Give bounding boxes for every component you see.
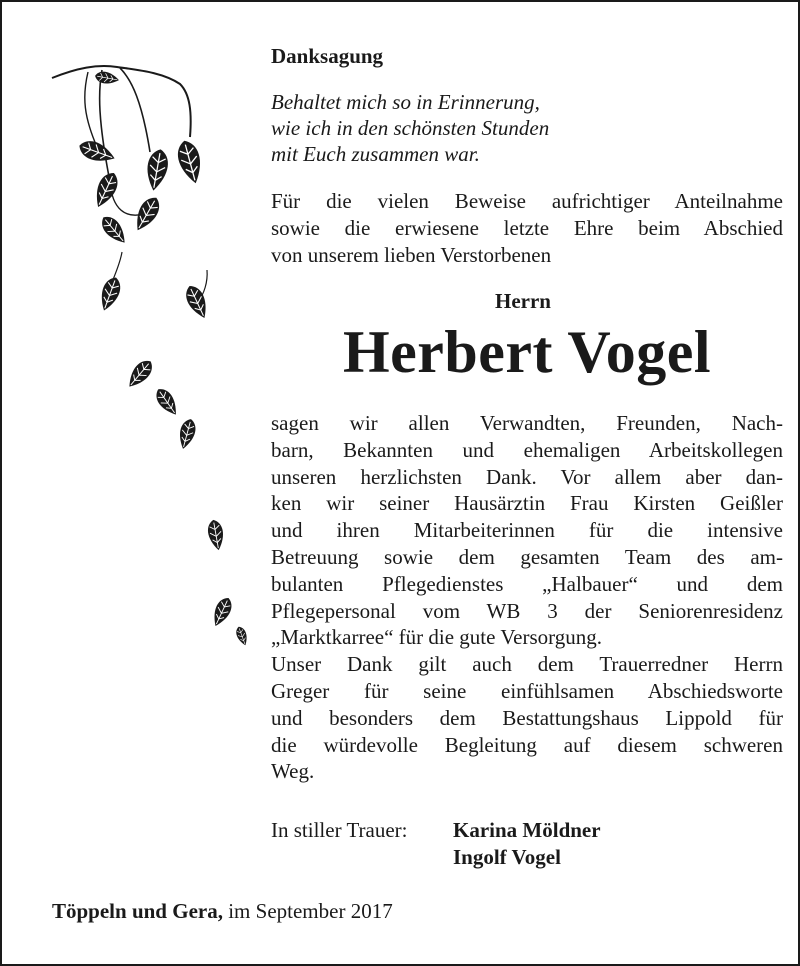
heading: Danksagung (271, 44, 384, 68)
poem-line: wie ich in den schönsten Stunden (271, 116, 550, 140)
mourner-list (453, 817, 601, 871)
intro-line: Für die vielen Beweise aufrichtiger Anteilnahme (271, 189, 783, 213)
body-line: bulanten Pflegedienstes „Halbauer“ und dem (271, 571, 783, 596)
mourner-name: Ingolf Vogel (453, 845, 561, 869)
thanks-paragraph (271, 410, 783, 785)
body-line: „Marktkarree“ für die gute Versorgung. (271, 625, 603, 650)
mourner-name: Karina Möldner (453, 818, 601, 842)
sign-label: In stiller Trauer: (271, 818, 408, 842)
footer-date: im September 2017 (228, 899, 393, 923)
body-line: Unser Dank gilt auch dem Trauerredner Herrn (271, 652, 783, 677)
intro-line: sowie die erwiesene letzte Ehre beim Abschied (271, 216, 783, 240)
intro-line: von unserem lieben Verstorbenen (271, 243, 552, 267)
body-line: Greger für seine einfühlsamen Abschiedsworte (271, 678, 783, 703)
body-line: und besonders dem Bestattungshaus Lippold für (271, 705, 783, 730)
body-line: die würdevolle Begleitung auf diesem schweren (271, 732, 783, 757)
body-line: Pflegepersonal vom WB 3 der Seniorenresidenz (271, 598, 783, 623)
body-line: und ihren Mitarbeiterinnen für die intensive (271, 518, 783, 543)
deceased-name: Herbert Vogel (342, 319, 712, 385)
body-line: unseren herzlichsten Dank. Vor allem aber dan- (271, 464, 783, 489)
body-line: ken wir seiner Hausärztin Frau Kirsten Geißler (271, 491, 783, 516)
body-line: sagen wir allen Verwandten, Freunden, Nach- (271, 411, 783, 435)
place-date-line (52, 899, 393, 924)
body-line: Betreuung sowie dem gesamten Team des am- (271, 544, 783, 569)
falling-leaves-icon (2, 2, 262, 662)
poem-line: mit Euch zusammen war. (271, 142, 480, 166)
intro-paragraph (271, 188, 783, 269)
salutation: Herrn (495, 289, 551, 313)
body-line: barn, Bekannten und ehemaligen Arbeitskollegen (271, 437, 783, 462)
footer-place: Töppeln und Gera, (52, 899, 223, 923)
poem (271, 89, 783, 167)
poem-line: Behaltet mich so in Erinnerung, (271, 90, 540, 114)
body-line: Weg. (271, 759, 315, 784)
